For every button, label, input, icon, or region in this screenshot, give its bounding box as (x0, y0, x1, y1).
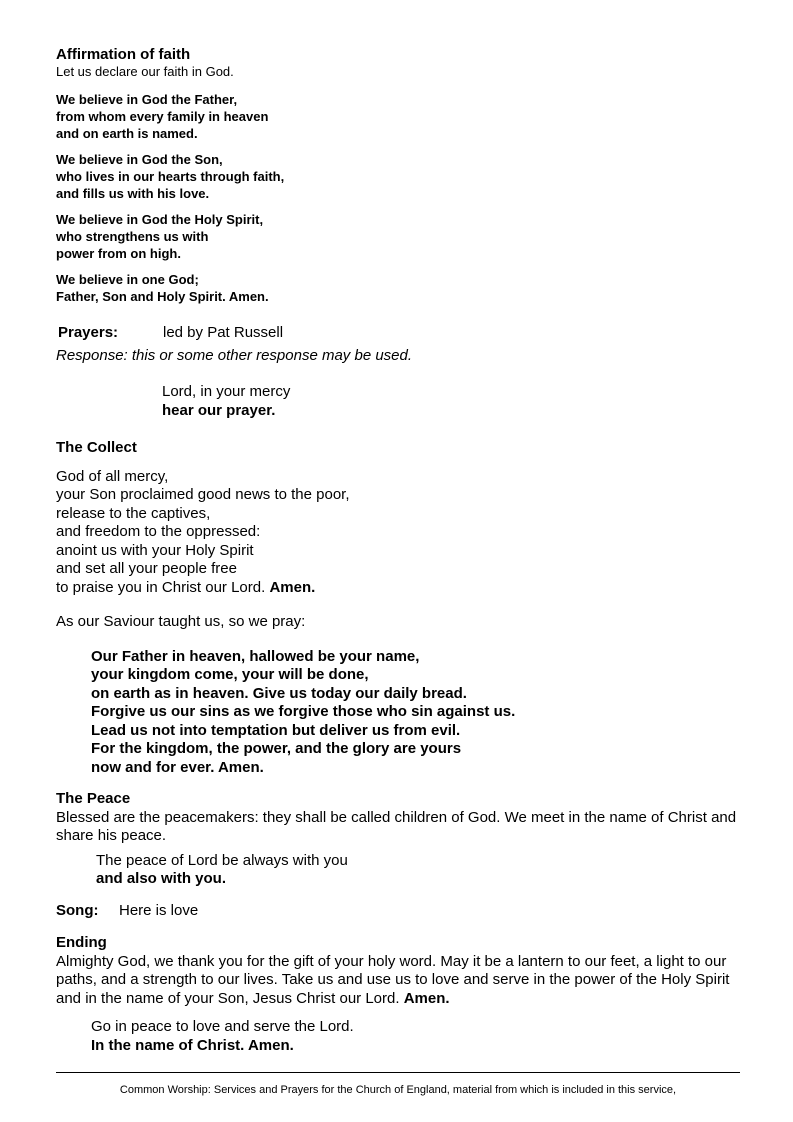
affirmation-section (56, 46, 740, 305)
dismissal (56, 1018, 740, 1055)
dismissal-call: Go in peace to love and serve the Lord. (91, 1018, 354, 1035)
collect-body (56, 468, 740, 598)
peace-response-text: and also with you. (96, 870, 227, 887)
song-label: Song: (56, 901, 99, 919)
lords-prayer-line: Lead us not into temptation but deliver us from evil. (91, 721, 461, 739)
ending-text: Almighty God, we thank you for the gift of your holy word. May it be a lantern to our feet, a light to our paths, and a strength to our lives. Take us and use us to love and serve in the power of the Holy Spirit and in the name of your Son, Jesus Christ our Lord. (56, 952, 730, 1007)
collect-title: The Collect (56, 439, 137, 456)
creed-line: and fills us with his love. (56, 186, 210, 201)
song-title: Here is love (119, 901, 199, 919)
creed-line: We believe in God the Father, (56, 92, 238, 107)
peace-title: The Peace (56, 790, 131, 807)
prayer-call: Lord, in your mercy (162, 383, 291, 400)
footer-credit: Common Worship: Services and Prayers for the Church of England, material from which is included in this service, (119, 1084, 677, 1096)
collect-last-text: to praise you in Christ our Lord. (56, 578, 266, 596)
affirmation-title: Affirmation of faith (56, 46, 191, 63)
collect-line: release to the captives, (56, 504, 211, 522)
lords-prayer-line: on earth as in heaven. Give us today our daily bread. (91, 684, 467, 702)
lords-prayer-line: Forgive us our sins as we forgive those who sin against us. (91, 703, 516, 720)
affirmation-intro: Let us declare our faith in God. (56, 64, 234, 79)
creed-line: We believe in God the Son, (56, 152, 223, 167)
prayers-label: Prayers: (58, 324, 119, 341)
peace-response (56, 852, 740, 889)
prayer-response-text: hear our prayer. (162, 401, 276, 419)
creed-stanza (56, 91, 740, 142)
footer-divider (56, 1072, 740, 1073)
peace-text: Blessed are the peacemakers: they shall be called children of God. We meet in the name of Christ and share his peace. (56, 808, 737, 844)
creed-line: who lives in our hearts through faith, (56, 169, 285, 184)
ending-prayer (56, 953, 740, 1009)
lords-prayer-line: For the kingdom, the power, and the glory are yours (91, 740, 462, 757)
lords-prayer-line: now and for ever. Amen. (91, 758, 264, 776)
ending-title: Ending (56, 934, 107, 951)
dismissal-response: In the name of Christ. Amen. (91, 1036, 294, 1054)
collect-amen: Amen. (269, 578, 316, 596)
collect-last-line (56, 579, 740, 598)
song-row (56, 902, 740, 921)
creed-line: power from on high. (56, 246, 181, 261)
collect-line: and set all your people free (56, 560, 237, 577)
creed-stanza (56, 151, 740, 202)
prayers-row (56, 324, 740, 343)
lords-prayer-line: Our Father in heaven, hallowed be your name, (91, 647, 420, 665)
collect-line: your Son proclaimed good news to the poor, (56, 486, 350, 503)
lords-prayer (56, 648, 740, 778)
prayers-leader: led by Pat Russell (163, 324, 284, 341)
creed-line: We believe in God the Holy Spirit, (56, 212, 264, 227)
creed-line: and on earth is named. (56, 126, 198, 141)
creed-line: who strengthens us with (56, 229, 209, 244)
creed-stanza (56, 211, 740, 262)
creed-stanza (56, 271, 740, 305)
peace-call: The peace of Lord be always with you (96, 851, 348, 869)
collect-line: God of all mercy, (56, 467, 169, 485)
prayer-response (56, 383, 740, 420)
lords-prayer-intro: As our Saviour taught us, so we pray: (56, 613, 306, 630)
ending-amen: Amen. (403, 989, 450, 1007)
response-note: Response: this or some other response may be used. (56, 346, 413, 364)
service-page (56, 46, 740, 1055)
lords-prayer-line: your kingdom come, your will be done, (91, 666, 369, 683)
collect-line: and freedom to the oppressed: (56, 523, 261, 540)
collect-line: anoint us with your Holy Spirit (56, 541, 254, 559)
creed-line: We believe in one God; (56, 272, 199, 287)
creed-line: from whom every family in heaven (56, 109, 269, 124)
creed-line: Father, Son and Holy Spirit. Amen. (56, 289, 269, 304)
